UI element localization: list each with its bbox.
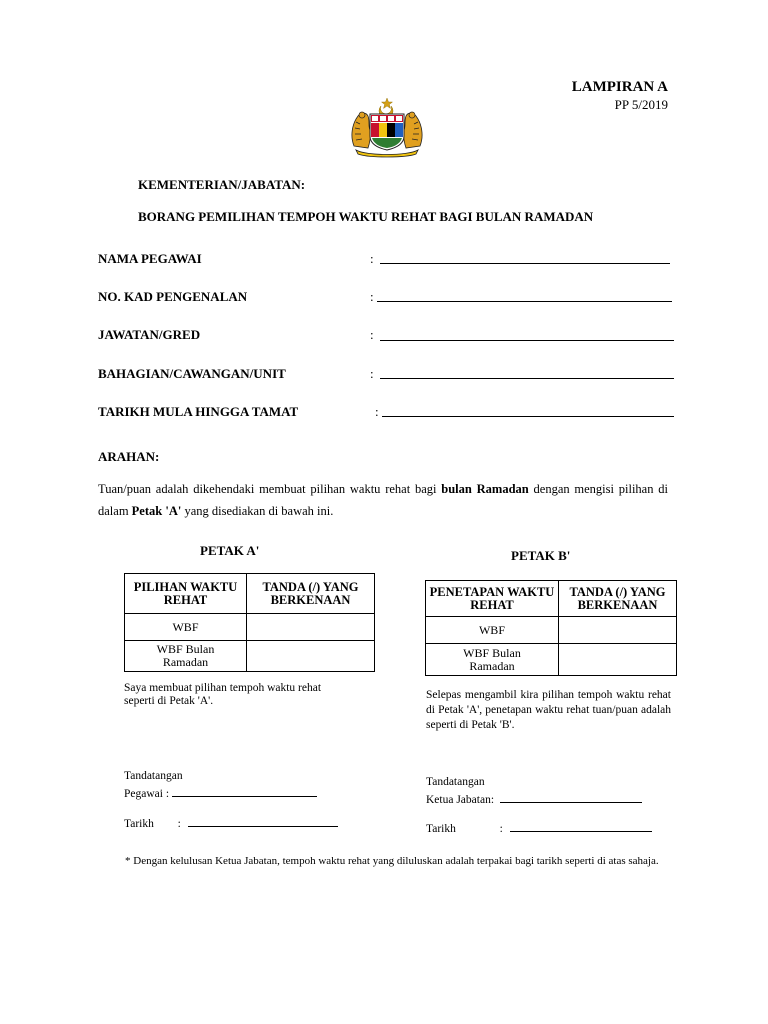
petak-a-header-pilihan: PILIHAN WAKTU REHAT: [125, 574, 247, 614]
arahan-instruction: [98, 478, 668, 522]
pegawai-signature-field[interactable]: [172, 784, 317, 797]
jawatan-gred-colon: :: [370, 327, 374, 342]
tarikh-label: Tarikh: [124, 818, 154, 830]
petak-a-row-wbf-bulan-ramadan: WBF Bulan Ramadan: [125, 641, 247, 672]
petak-a-tanda-wbf-cell[interactable]: [247, 614, 375, 641]
petak-b-header-tanda: TANDA (/) YANG BERKENAAN: [559, 581, 677, 617]
petak-a-tarikh-field[interactable]: [188, 814, 338, 827]
petak-a-table: [124, 573, 375, 672]
arahan-heading: ARAHAN:: [98, 449, 160, 464]
pegawai-label: Pegawai :: [124, 788, 170, 800]
petak-b-table: [425, 580, 677, 676]
pp-reference: PP 5/2019: [614, 97, 668, 112]
petak-a-row-wbf: WBF: [125, 614, 247, 641]
petak-b-tarikh-field[interactable]: [510, 819, 652, 832]
petak-a-signature-block: [124, 769, 317, 802]
instruction-bold-bulan-ramadan: bulan Ramadan: [441, 482, 529, 496]
petak-a-tarikh-row: [124, 814, 338, 832]
tarikh-mula-hingga-tamat-label: TARIKH MULA HINGGA TAMAT: [98, 404, 299, 419]
instruction-text: yang disediakan di bawah ini.: [181, 504, 334, 518]
form-title: BORANG PEMILIHAN TEMPOH WAKTU REHAT BAGI BULAN RAMADAN: [138, 209, 594, 224]
petak-b-header-penetapan: PENETAPAN WAKTU REHAT: [426, 581, 559, 617]
petak-b-row-wbf: WBF: [426, 617, 559, 644]
nama-pegawai-field[interactable]: [380, 263, 670, 264]
kad-pengenalan-field[interactable]: [377, 301, 672, 302]
petak-b-row-wbf-bulan-ramadan: WBF Bulan Ramadan: [426, 644, 559, 676]
ketua-jabatan-label: Ketua Jabatan:: [426, 794, 495, 806]
tarikh-label: Tarikh: [426, 823, 456, 835]
kad-pengenalan-colon: :: [370, 289, 374, 304]
ketua-jabatan-signature-field[interactable]: [500, 790, 642, 803]
lampiran-label: LAMPIRAN A: [571, 79, 668, 95]
bahagian-cawangan-unit-label: BAHAGIAN/CAWANGAN/UNIT: [98, 366, 286, 381]
footnote: * Dengan kelulusan Ketua Jabatan, tempoh waktu rehat yang diluluskan adalah terpakai bagi tarikh seperti di atas sahaja.: [125, 855, 659, 867]
nama-pegawai-label: NAMA PEGAWAI: [98, 251, 202, 266]
bahagian-cawangan-unit-colon: :: [370, 366, 374, 381]
tandatangan-label: Tandatangan: [124, 770, 183, 782]
petak-b-tanda-wbf-cell[interactable]: [559, 617, 677, 644]
tandatangan-label: Tandatangan: [426, 776, 485, 788]
petak-a-header-tanda: TANDA (/) YANG BERKENAAN: [247, 574, 375, 614]
tarikh-colon: :: [499, 823, 503, 835]
petak-a-statement: Saya membuat pilihan tempoh waktu rehat seperti di Petak 'A'.: [124, 682, 322, 707]
instruction-text: Tuan/puan adalah dikehendaki membuat pilihan waktu rehat bagi: [98, 482, 442, 496]
instruction-text: dengan mengisi pilihan di dalam: [98, 482, 668, 518]
petak-b-title: PETAK B': [511, 548, 571, 563]
petak-b-signature-block: [426, 775, 642, 808]
kementerian-jabatan-label: KEMENTERIAN/JABATAN:: [138, 177, 306, 192]
jawatan-gred-field[interactable]: [380, 340, 674, 341]
kad-pengenalan-label: NO. KAD PENGENALAN: [98, 289, 248, 304]
nama-pegawai-colon: :: [370, 251, 374, 266]
petak-b-tanda-wbf-ramadan-cell[interactable]: [559, 644, 677, 676]
tarikh-colon: :: [177, 818, 181, 830]
petak-a-title: PETAK A': [200, 543, 260, 558]
petak-a-tanda-wbf-ramadan-cell[interactable]: [247, 641, 375, 672]
jawatan-gred-label: JAWATAN/GRED: [98, 327, 201, 342]
tarikh-mula-hingga-tamat-colon: :: [375, 404, 379, 419]
petak-b-tarikh-row: [426, 819, 652, 837]
instruction-bold-petak-a: Petak 'A': [131, 504, 182, 518]
bahagian-cawangan-unit-field[interactable]: [380, 378, 674, 379]
malaysia-coat-of-arms-icon: [348, 96, 426, 158]
tarikh-mula-hingga-tamat-field[interactable]: [382, 416, 674, 417]
petak-b-statement: Selepas mengambil kira pilihan tempoh waktu rehat di Petak 'A', penetapan waktu rehat tuan/puan adalah seperti di Petak 'B'.: [426, 689, 671, 731]
